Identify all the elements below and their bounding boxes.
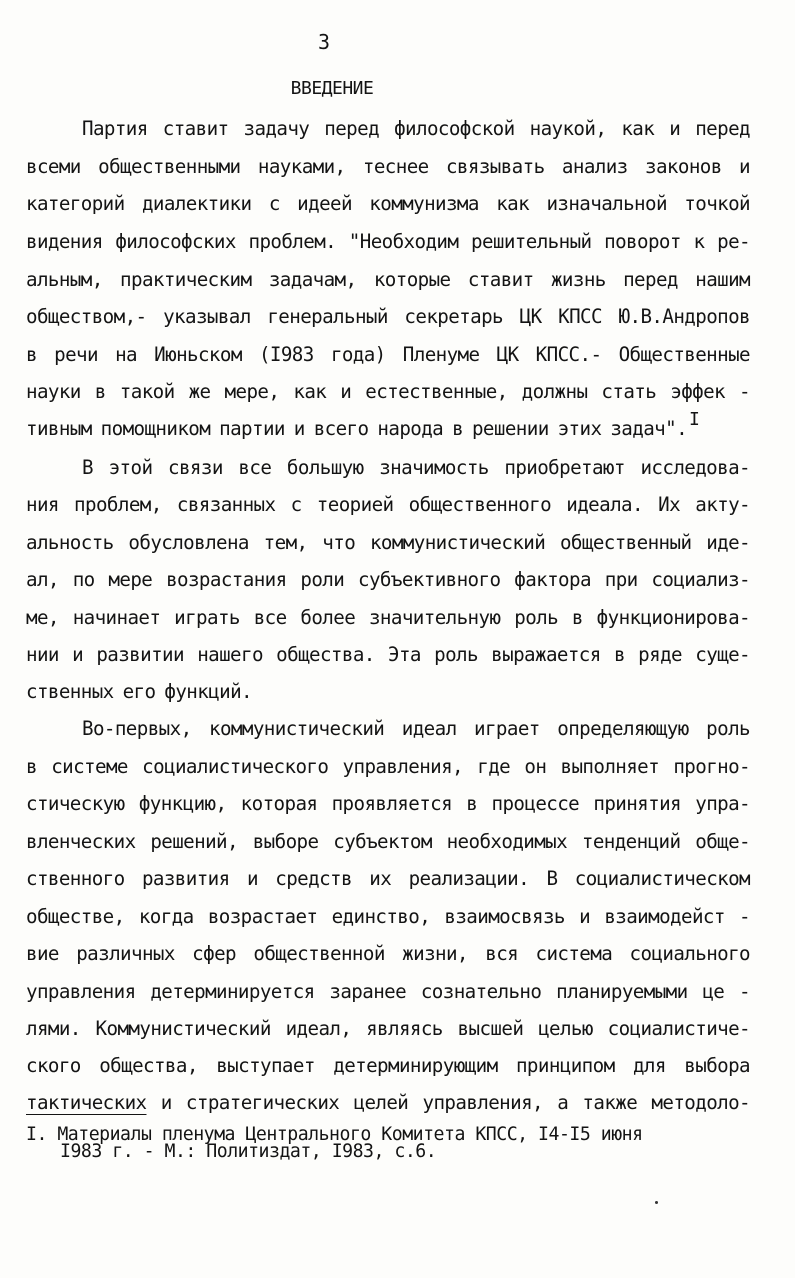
- underlined-word: тактических: [26, 1091, 147, 1114]
- paragraph-1-line: науки в такой же мере, как и естественные, должны стать эффек -: [26, 380, 750, 403]
- section-heading: ВВЕДЕНИЕ: [290, 78, 374, 99]
- paragraph-2-line: ственных его функций.: [26, 680, 252, 703]
- paragraph-3-line-rest: и стратегических целей управления, а также методоло-: [146, 1091, 750, 1114]
- paragraph-1-line: в речи на Июньском (I983 года) Пленуме ЦК КПСС.- Общественные: [26, 343, 750, 366]
- paragraph-1-line: всеми общественными науками, теснее связывать анализ законов и: [26, 155, 750, 178]
- page-number: 3: [317, 30, 331, 54]
- paragraph-1-line-text: тивным помощником партии и всего народа в решении этих задач".: [26, 417, 688, 440]
- paragraph-3-line: вленческих решений, выборе субъектом необходимых тенденций обще-: [26, 830, 750, 853]
- paragraph-1-last-line: [26, 409, 700, 444]
- paragraph-3-line: вие различных сфер общественной жизни, вся система социального: [26, 942, 750, 965]
- paragraph-2-line: ал, по мере возрастания роли субъективного фактора при социализ-: [26, 568, 750, 591]
- scan-speck: [655, 1201, 658, 1204]
- paragraph-1-line: обществом,- указывал генеральный секретарь ЦК КПСС Ю.В.Андропов: [26, 305, 750, 328]
- paragraph-2-line: В этой связи все большую значимость приобретают исследова-: [82, 456, 750, 479]
- paragraph-3-line-with-underline: [26, 1088, 750, 1118]
- footnote-reference-mark: I: [689, 409, 700, 430]
- paragraph-3-line: обществе, когда возрастает единство, взаимосвязь и взаимодейст -: [26, 905, 750, 928]
- paragraph-1-line: категорий диалектики с идеей коммунизма как изначальной точкой: [26, 192, 750, 215]
- paragraph-1-line: Партия ставит задачу перед философской наукой, как и перед: [82, 117, 750, 140]
- paragraph-3-line: ского общества, выступает детерминирующим принципом для выбора: [26, 1054, 750, 1077]
- paragraph-3-line: Во-первых, коммунистический идеал играет определяющую роль: [82, 717, 750, 740]
- paragraph-3-line: управления детерминируется заранее сознательно планируемыми це -: [26, 980, 750, 1003]
- paragraph-3-line: стическую функцию, которая проявляется в процессе принятия упра-: [26, 792, 750, 815]
- paragraph-2-line: ния проблем, связанных с теорией общественного идеала. Их акту-: [26, 493, 750, 516]
- paragraph-2-line: ме, начинает играть все более значительную роль в функционирова-: [26, 606, 750, 629]
- footnote-line: I983 г. - М.: Политиздат, I983, с.6.: [60, 1141, 437, 1162]
- paragraph-2-line: нии и развитии нашего общества. Эта роль выражается в ряде суще-: [26, 643, 750, 666]
- paragraph-3-line: лями. Коммунистический идеал, являясь высшей целью социалистиче-: [26, 1017, 750, 1040]
- paragraph-1-line: альным, практическим задачам, которые ставит жизнь перед нашим: [26, 268, 750, 291]
- paragraph-3-line: ственного развития и средств их реализации. В социалистическом: [26, 867, 750, 890]
- footnote-line: I. Материалы пленума Центрального Комитета КПСС, I4-I5 июня: [26, 1124, 643, 1145]
- paragraph-1-line: видения философских проблем. "Необходим решительный поворот к ре-: [26, 230, 750, 253]
- paragraph-3-line: в системе социалистического управления, где он выполняет прогно-: [26, 755, 750, 778]
- paragraph-2-line: альность обусловлена тем, что коммунистический общественный иде-: [26, 531, 750, 554]
